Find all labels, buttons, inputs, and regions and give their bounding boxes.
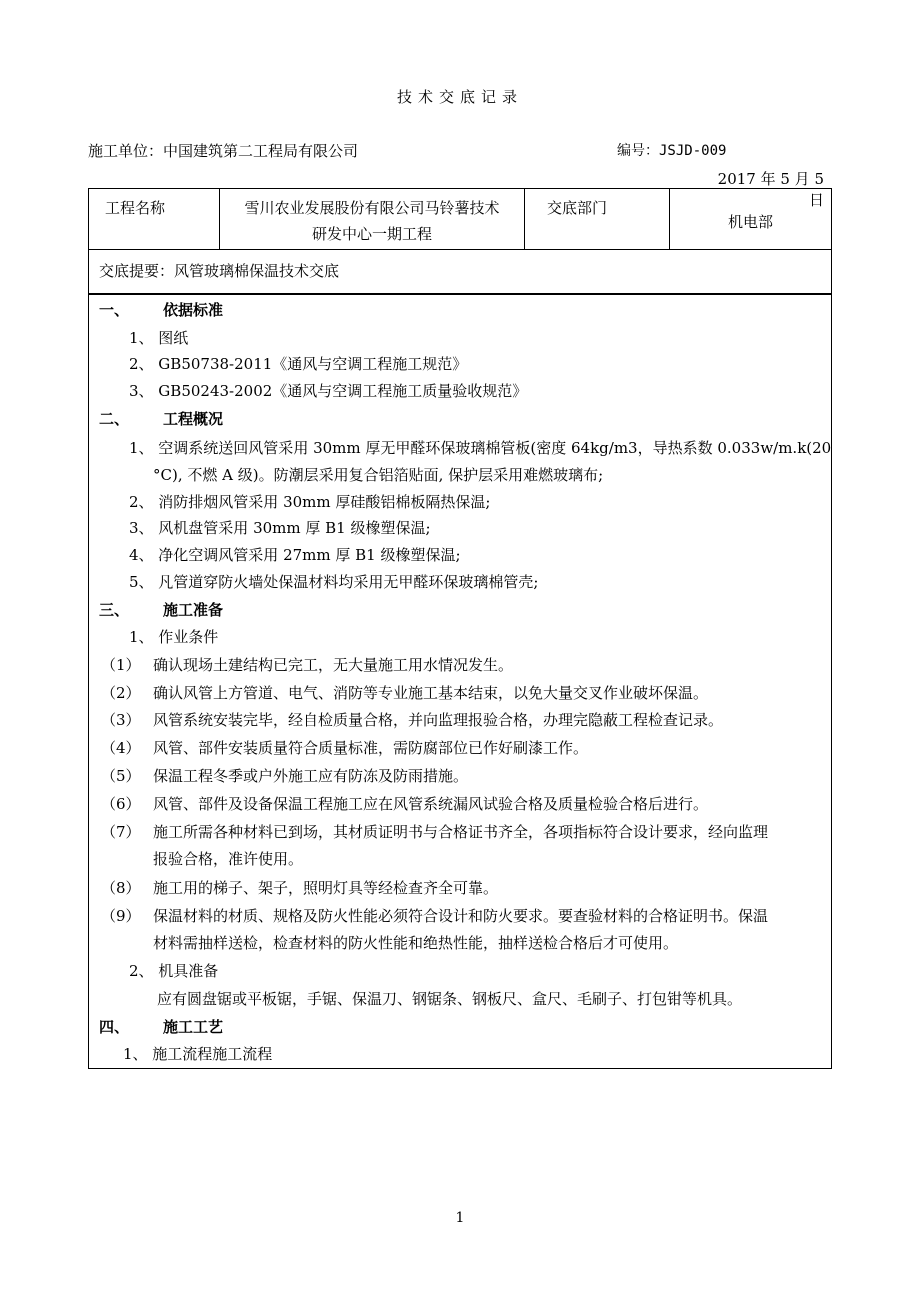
- cond-9-text-cont: 材料需抽样送检，检查材料的防火性能和绝热性能，抽样送检合格后才可使用。: [153, 934, 679, 952]
- cond-1-num: （1）: [101, 656, 141, 674]
- section-1-heading: 一、 依据标准: [99, 301, 224, 319]
- s1-item-1: 1、 图纸: [129, 329, 189, 347]
- page-number: 1: [455, 1210, 465, 1226]
- tools-text: 应有圆盘锯或平板锯，手锯、保温刀、钢锯条、钢板尺、盒尺、毛刷子、打包钳等机具。: [157, 990, 743, 1008]
- document-title: 技术交底记录: [396, 88, 523, 106]
- dept-value-cell: 机电部: [670, 189, 832, 250]
- cond-3-num: （3）: [101, 711, 141, 729]
- document-date: 2017 年 5 月 5 日: [717, 170, 824, 209]
- project-label-cell: 工程名称: [89, 189, 220, 250]
- s2-item-1-line2: °C), 不燃 A 级)。防潮层采用复合铝箔贴面, 保护层采用难燃玻璃布;: [153, 466, 604, 484]
- s2-item-3: 3、 风机盘管采用 30mm 厚 B1 级橡塑保温;: [129, 519, 431, 537]
- cond-6-text: 风管、部件及设备保温工程施工应在风管系统漏风试验合格及质量检验合格后进行。: [153, 795, 709, 813]
- s2-item-1-line1: 1、 空调系统送回风管采用 30mm 厚无甲醛环保玻璃棉管板(密度 64kg/m3，导热系数 0.033w/m.k(20: [129, 439, 832, 457]
- s3-sub-1: 1、 作业条件: [129, 628, 219, 646]
- section-2-heading: 二、 工程概况: [99, 410, 224, 428]
- cond-2-num: （2）: [101, 684, 141, 702]
- cond-4-text: 风管、部件安装质量符合质量标准，需防腐部位已作好刷漆工作。: [153, 739, 589, 757]
- cond-7-text-cont: 报验合格，准许使用。: [153, 850, 304, 868]
- cond-5-num: （5）: [101, 767, 141, 785]
- section-4-heading: 四、 施工工艺: [99, 1018, 224, 1036]
- header-table: [88, 188, 832, 250]
- cond-7-text: 施工所需各种材料已到场，其材质证明书与合格证书齐全，各项指标符合设计要求，经向监理: [153, 823, 769, 841]
- construction-unit: 施工单位：中国建筑第二工程局有限公司: [88, 142, 359, 160]
- s3-sub-2: 2、 机具准备: [129, 962, 219, 980]
- s2-item-4: 4、 净化空调风管采用 27mm 厚 B1 级橡塑保温;: [129, 546, 461, 564]
- cond-3-text: 风管系统安装完毕，经自检质量合格，并向监理报验合格，办理完隐蔽工程检查记录。: [153, 711, 724, 729]
- s2-item-5: 5、 凡管道穿防火墙处保温材料均采用无甲醛环保玻璃棉管壳;: [129, 573, 539, 591]
- content-box: [88, 294, 832, 1069]
- cond-7-num: （7）: [101, 823, 141, 841]
- summary-row: [88, 248, 832, 294]
- summary-text: 交底提要：风管玻璃棉保温技术交底: [99, 262, 340, 280]
- s2-item-2: 2、 消防排烟风管采用 30mm 厚硅酸铝棉板隔热保温;: [129, 493, 491, 511]
- document-code: 编号：JSJD-009: [617, 143, 727, 159]
- cond-9-num: （9）: [101, 907, 141, 925]
- s1-item-3: 3、 GB50243-2002《通风与空调工程施工质量验收规范》: [129, 382, 528, 400]
- cond-9-text: 保温材料的材质、规格及防火性能必须符合设计和防火要求。要查验材料的合格证明书。保温: [153, 907, 769, 925]
- dept-label-cell: 交底部门: [525, 189, 670, 250]
- cond-4-num: （4）: [101, 739, 141, 757]
- s1-item-2: 2、 GB50738-2011《通风与空调工程施工规范》: [129, 355, 468, 373]
- cond-1-text: 确认现场土建结构已完工，无大量施工用水情况发生。: [153, 656, 514, 674]
- cond-6-num: （6）: [101, 795, 141, 813]
- project-name-line1: 雪川农业发展股份有限公司马铃薯技术: [244, 199, 500, 217]
- s4-item-1: 1、 施工流程施工流程: [123, 1045, 273, 1063]
- cond-8-text: 施工用的梯子、架子，照明灯具等经检查齐全可靠。: [153, 879, 499, 897]
- section-3-heading: 三、 施工准备: [99, 601, 224, 619]
- cond-5-text: 保温工程冬季或户外施工应有防冻及防雨措施。: [153, 767, 469, 785]
- project-name-line2: 研发中心一期工程: [311, 225, 432, 243]
- cond-8-num: （8）: [101, 879, 141, 897]
- cond-2-text: 确认风管上方管道、电气、消防等专业施工基本结束，以免大量交叉作业破坏保温。: [153, 684, 709, 702]
- project-name-cell: [220, 189, 525, 250]
